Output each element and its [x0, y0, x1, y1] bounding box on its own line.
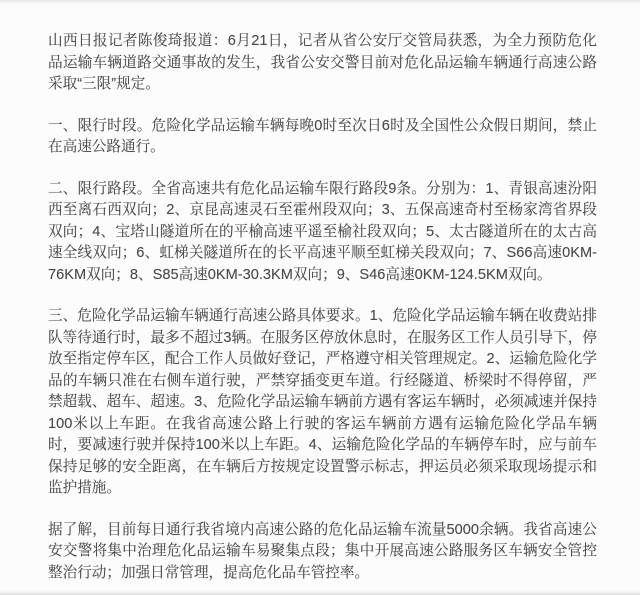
- paragraph-restricted-roads: 二、限行路段。全省高速共有危化品运输车限行路段9条。分别为：1、青银高速汾阳西至离石西双向；2、京昆高速灵石至霍州段双向；3、五保高速奇村至杨家湾省界段双向；4、宝塔山隧道所在的平榆高速平遥至榆社段双向；5、太古隧道所在的太古高速全线双向；6、虹梯关隧道所在的长平高速平顺至虹梯关段双向；7、S66高速0KM-76KM双向；8、S85高速0KM-30.3KM双向；9、S46高速0KM-124.5KM双向。: [48, 180, 597, 283]
- paragraph-summary: 据了解，目前每日通行我省境内高速公路的危化品运输车流量5000余辆。我省高速公安交警将集中治理危化品运输车易聚集点段；集中开展高速公路服务区车辆安全管控整治行动；加强日常管理，提高危化品车管控率。: [48, 521, 597, 581]
- paragraph-specific-requirements: 三、危险化学品运输车辆通行高速公路具体要求。1、危险化学品运输车辆在收费站排队等待通行时，最多不超过3辆。在服务区停放休息时，在服务区工作人员引导下，停放至指定停车区，配合工作人员做好登记，严格遵守相关管理规定。2、运输危险化学品的车辆只准在右侧车道行驶，严禁穿插变更车道。行经隧道、桥梁时不得停留，严禁超载、超车、超速。3、危险化学品运输车辆前方遇有客运车辆时，必须减速并保持100米以上车距。在我省高速公路上行驶的客运车辆前方遇有运输危险化学品车辆时，要减速行驶并保持100米以上车距。4、运输危险化学品的车辆停车时，应与前车保持足够的安全距离，在车辆后方按规定设置警示标志，押运员必须采取现场提示和监护措施。: [48, 308, 597, 496]
- bottom-edge-divider: [0, 591, 640, 595]
- paragraph-restricted-hours: 一、限行时段。危险化学品运输车辆每晚0时至次日6时及全国性公众假日期间，禁止在高速公路通行。: [48, 117, 597, 155]
- paragraph-intro: 山西日报记者陈俊琦报道：6月21日，记者从省公安厅交管局获悉，为全力预防危化品运输车辆道路交通事故的发生，我省公安交警目前对危化品运输车辆通行高速公路采取“三限”规定。: [48, 33, 597, 92]
